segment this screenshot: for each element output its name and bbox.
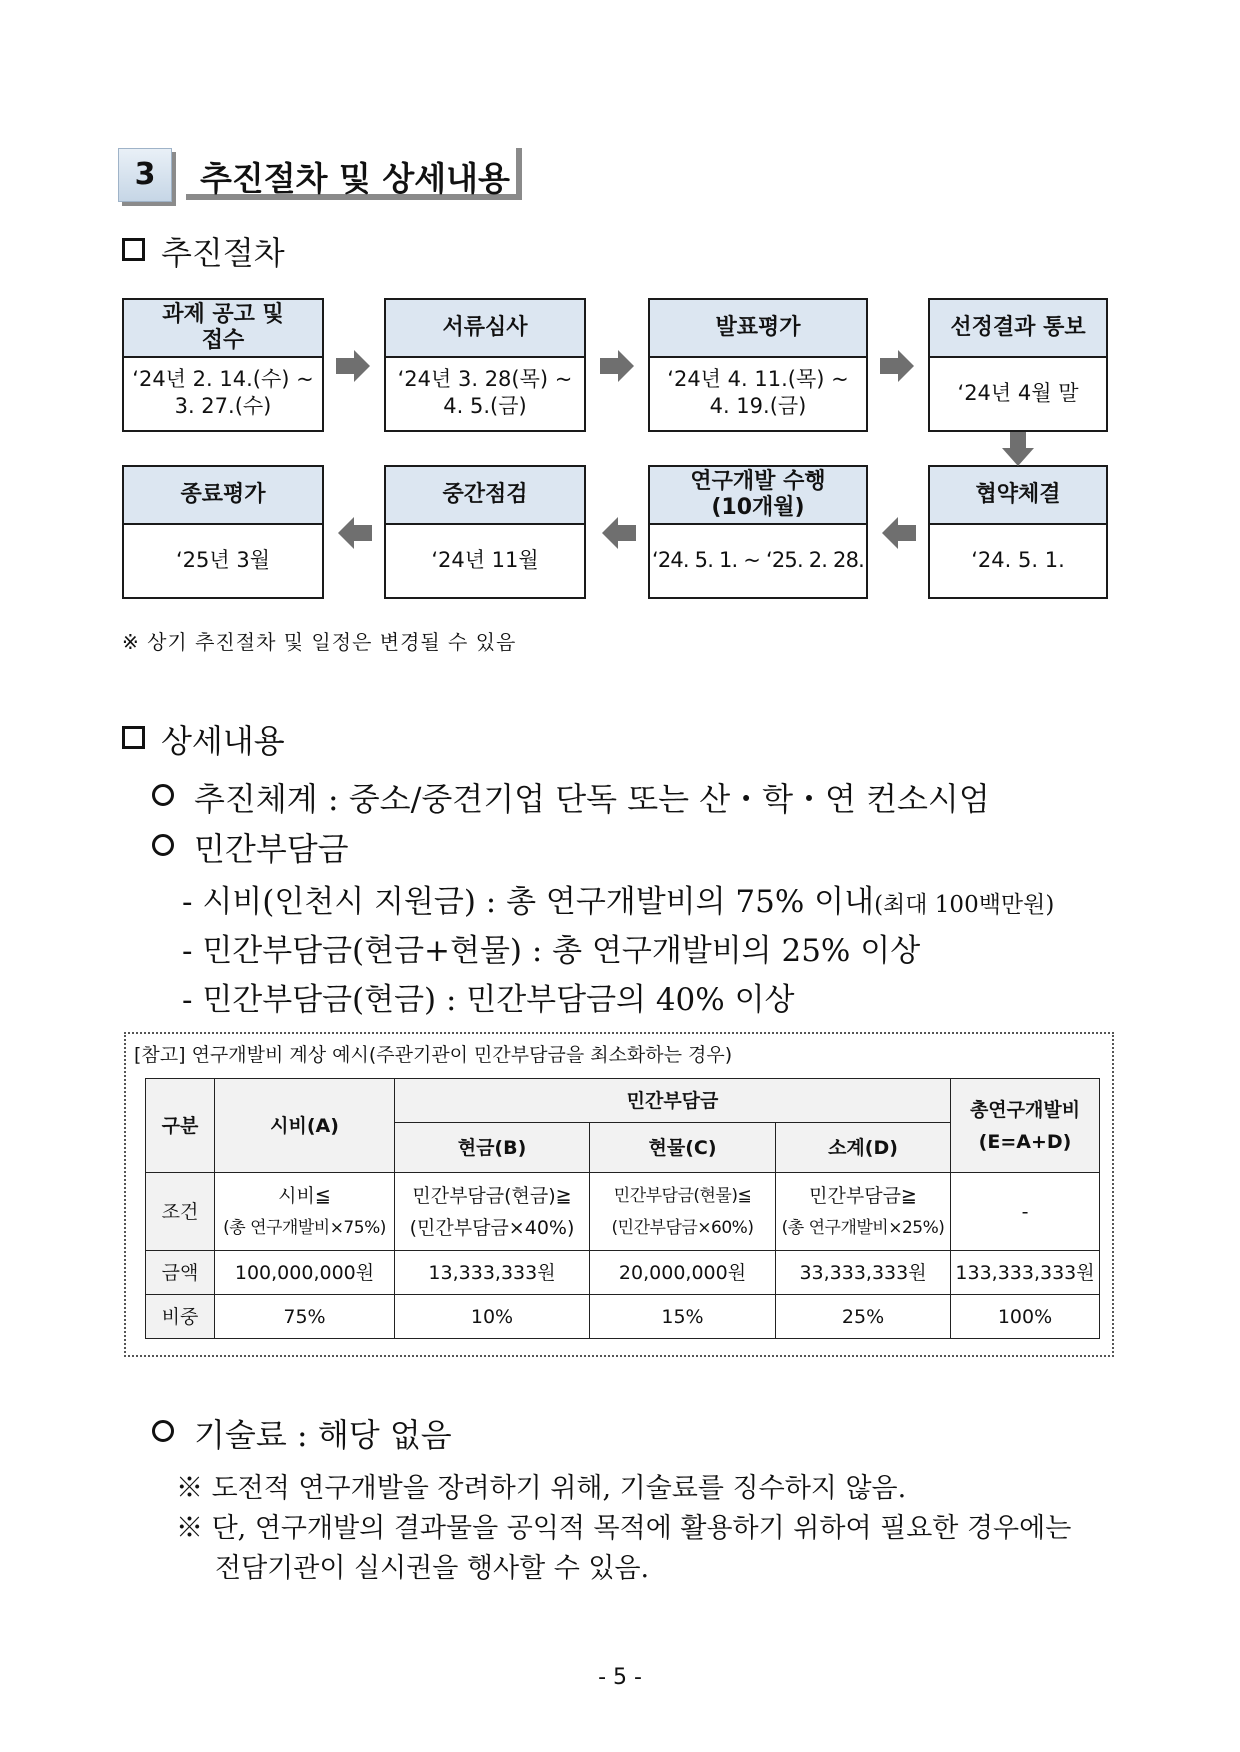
- step-date: ‘24. 5. 1. ~ ‘25. 2. 28.: [651, 547, 865, 572]
- step-announcement: [122, 298, 324, 432]
- arrow-left-icon: [600, 515, 636, 551]
- condition-subtotal-l2: (총 연구개발비×25%): [781, 1217, 945, 1238]
- step-midterm: [384, 465, 586, 599]
- procedure-heading: [122, 228, 285, 274]
- condition-subtotal-l1: 민간부담금≧: [809, 1184, 917, 1207]
- arrow-right-icon: [880, 348, 916, 384]
- dash-item-city: [182, 876, 1054, 921]
- header-city: 시비(A): [215, 1079, 395, 1173]
- ratio-total: 100%: [951, 1295, 1100, 1339]
- step-title: 서류심사: [442, 315, 528, 340]
- circle-bullet-icon: [152, 1420, 174, 1442]
- note-tech-fee-2-cont: 전담기관이 실시권을 행사할 수 있음.: [215, 1553, 650, 1584]
- procedure-heading-text: 추진절차: [161, 234, 285, 272]
- page-number: - 5 -: [598, 1665, 642, 1690]
- step-date: ‘24. 5. 1.: [971, 547, 1065, 572]
- condition-inkind-l2: (민간부담금×60%): [611, 1217, 754, 1238]
- bullet-tech-fee: [152, 1410, 452, 1456]
- amount-city: 100,000,000원: [215, 1251, 395, 1295]
- step-result-notice: [928, 298, 1108, 432]
- reference-title: [참고] 연구개발비 계상 예시(주관기관이 민간부담금을 최소화하는 경우): [134, 1044, 733, 1066]
- square-bullet-icon: [122, 238, 145, 261]
- section-title-box: [186, 148, 522, 200]
- condition-cash-l1: 민간부담금(현금)≧: [412, 1184, 572, 1207]
- condition-cash-l2: (민간부담금×40%): [409, 1216, 575, 1239]
- header-cash: 현금(B): [395, 1123, 590, 1173]
- step-document-review: [384, 298, 586, 432]
- condition-city-l2: (총 연구개발비×75%): [223, 1217, 386, 1238]
- header-total-line1: 총연구개발비: [969, 1098, 1081, 1121]
- step-presentation: [648, 298, 868, 432]
- condition-subtotal: [776, 1173, 951, 1251]
- step-date: ‘24년 4. 11.(목) ~ 4. 19.(금): [667, 367, 849, 418]
- header-total: [951, 1079, 1100, 1173]
- dash-item-city-text: - 시비(인천시 지원금) : 총 연구개발비의 75% 이내: [182, 884, 875, 920]
- details-heading: [122, 716, 285, 762]
- note-tech-fee-1: ※ 도전적 연구개발을 장려하기 위해, 기술료를 징수하지 않음.: [176, 1473, 907, 1504]
- condition-cash: [395, 1173, 590, 1251]
- arrow-right-icon: [600, 348, 636, 384]
- amount-inkind: 20,000,000원: [590, 1251, 776, 1295]
- row-label-condition: 조건: [146, 1173, 215, 1251]
- step-final-eval: [122, 465, 324, 599]
- reference-table: [145, 1078, 1100, 1339]
- ratio-inkind: 15%: [590, 1295, 776, 1339]
- condition-inkind-l1: 민간부담금(현물)≦: [613, 1185, 752, 1206]
- condition-city: [215, 1173, 395, 1251]
- condition-total: -: [951, 1173, 1100, 1251]
- bullet-private-burden: [152, 824, 349, 870]
- header-category: 구분: [146, 1079, 215, 1173]
- header-total-line2: (E=A+D): [978, 1130, 1072, 1153]
- amount-subtotal: 33,333,333원: [776, 1251, 951, 1295]
- row-label-ratio: 비중: [146, 1295, 215, 1339]
- arrow-left-icon: [880, 515, 916, 551]
- step-title: 과제 공고 및 접수: [124, 300, 322, 358]
- step-date: ‘24년 3. 28(목) ~ 4. 5.(금): [397, 367, 573, 418]
- header-private: 민간부담금: [395, 1079, 951, 1123]
- bullet-tech-fee-text: 기술료 : 해당 없음: [194, 1416, 452, 1454]
- step-title: 종료평가: [180, 482, 266, 507]
- circle-bullet-icon: [152, 834, 174, 856]
- step-date: ‘24년 4월 말: [957, 380, 1079, 405]
- step-agreement: [928, 465, 1108, 599]
- procedure-note: ※ 상기 추진절차 및 일정은 변경될 수 있음: [122, 630, 517, 654]
- note-tech-fee-2: ※ 단, 연구개발의 결과물을 공익적 목적에 활용하기 위하여 필요한 경우에는: [176, 1513, 1072, 1544]
- ratio-city: 75%: [215, 1295, 395, 1339]
- step-date: ‘24년 2. 14.(수) ~ 3. 27.(수): [132, 367, 314, 418]
- step-rnd: [648, 465, 868, 599]
- circle-bullet-icon: [152, 784, 174, 806]
- dash-item-cash: - 민간부담금(현금) : 민간부담금의 40% 이상: [182, 982, 795, 1018]
- condition-inkind: [590, 1173, 776, 1251]
- bullet-system: [152, 774, 990, 820]
- arrow-left-icon: [336, 515, 372, 551]
- step-title: 협약체결: [975, 482, 1061, 507]
- section-title: 추진절차 및 상세내용: [200, 159, 510, 198]
- dash-item-city-max: (최대 100백만원): [874, 892, 1055, 918]
- dash-item-private: - 민간부담금(현금+현물) : 총 연구개발비의 25% 이상: [182, 933, 921, 969]
- ratio-subtotal: 25%: [776, 1295, 951, 1339]
- amount-total: 133,333,333원: [951, 1251, 1100, 1295]
- step-title: 발표평가: [715, 315, 801, 340]
- row-label-amount: 금액: [146, 1251, 215, 1295]
- bullet-system-text: 추진체계 : 중소/중견기업 단독 또는 산・학・연 컨소시엄: [194, 780, 990, 818]
- step-title: 중간점검: [442, 482, 528, 507]
- arrow-right-icon: [336, 348, 372, 384]
- arrow-down-icon: [1000, 432, 1036, 468]
- header-inkind: 현물(C): [590, 1123, 776, 1173]
- step-date: ‘24년 11월: [431, 547, 539, 572]
- step-date: ‘25년 3월: [175, 547, 270, 572]
- step-title: 선정결과 통보: [950, 315, 1086, 340]
- ratio-cash: 10%: [395, 1295, 590, 1339]
- bullet-private-burden-text: 민간부담금: [194, 830, 349, 868]
- section-number: 3: [118, 148, 172, 202]
- header-subtotal: 소계(D): [776, 1123, 951, 1173]
- square-bullet-icon: [122, 726, 145, 749]
- amount-cash: 13,333,333원: [395, 1251, 590, 1295]
- condition-city-l1: 시비≦: [278, 1184, 331, 1207]
- details-heading-text: 상세내용: [161, 722, 285, 760]
- step-title: 연구개발 수행 (10개월): [690, 469, 826, 520]
